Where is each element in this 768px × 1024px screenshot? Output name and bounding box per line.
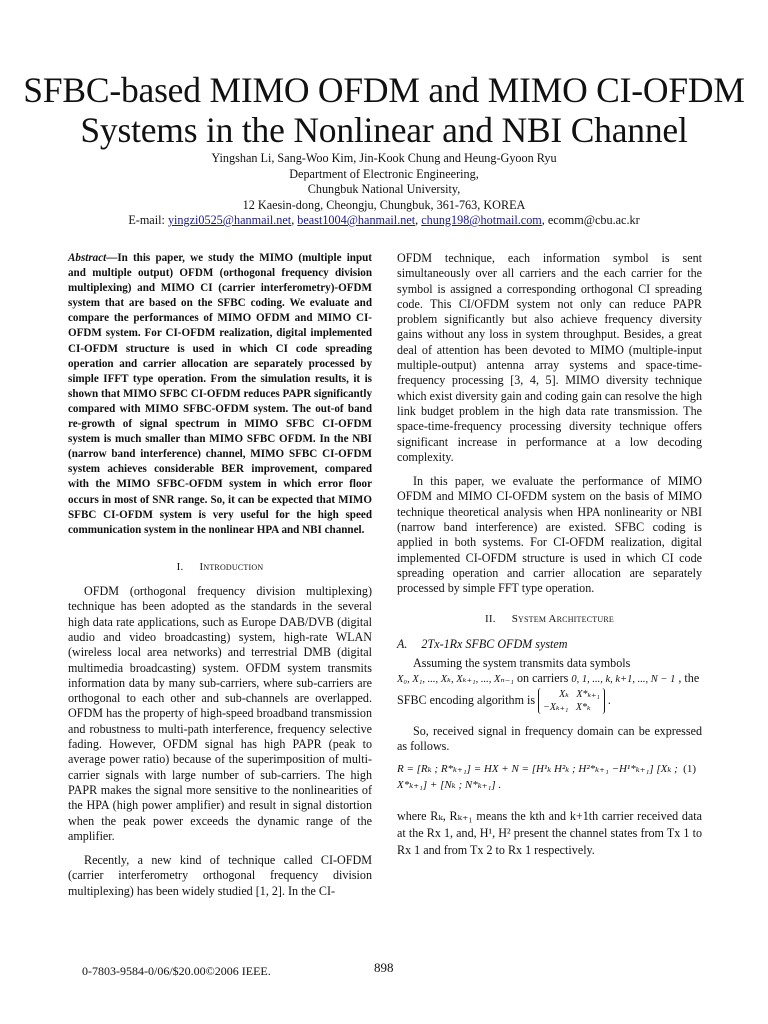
equation-1-body: R = [Rₖ ; R*ₖ₊₁] = HX + N = [H¹ₖ H²ₖ ; H²*ₖ₊₁ −H¹*ₖ₊₁] [Xₖ ; X*ₖ₊₁] + [Nₖ ; N*ₖ₊₁] . xyxy=(397,763,678,791)
symbol-sequence: X₀, X₁, ..., Xₖ, Xₖ₊₁, ..., Xₙ₋₁ xyxy=(397,674,514,686)
subsection-title: 2Tx-1Rx SFBC OFDM system xyxy=(421,636,568,651)
section-title: Introduction xyxy=(199,560,264,573)
intro-paragraph-1: OFDM (orthogonal frequency division multiplexing) technique has been adopted as the standards in the several high data rate applications, such as Europe DAB/DVB (digital audio and video broadcasting) system, high-rate WLAN (wireless local area networks) and terrestrial DMB (digital multimedia broadcasting) system. OFDM system transmits information data by many sub-carriers, where sub-carriers are orthogonal to each other and sub-channels are overlapped. OFDM has the property of high-speed broadband transmission and robustness to multi-path interference, frequency selective fading. However, OFDM signal has high PAPR (peak to average power ratio) because of the superimposition of multi-carrier signals with large number of sub-carriers. The high PAPR makes the signal more sensitive to the nonlinearities of the HPA (high power amplifier) and result in signal distortion when the peak power exceeds the dynamic range of the amplifier. xyxy=(68,584,372,843)
right-paragraph-1: OFDM technique, each information symbol is sent simultaneously over all carriers and the each carrier for the symbol is assigned a corresponding orthogonal CI spreading code. This CI/OFDM system not only can reduce PAPR problem significantly but also achieve frequency diversity gains without any loss in system throughput. Besides, a great deal of attention has been devoted to MIMO (multiple-input multiple-output) antenna array systems and space-time-frequency processing [3, 4, 5]. MIMO diversity technique which exist diversity gain and coding gain can resolve the high link budget problem in the high data rate transmission. The space-time-frequency processing diversity technique offers significant increase in performance at a low decoding complexity. xyxy=(397,251,702,464)
carrier-sequence: 0, 1, ..., k, k+1, ..., N − 1 xyxy=(571,674,676,686)
paper-title xyxy=(0,70,768,150)
section-number: I. xyxy=(176,560,184,573)
left-column xyxy=(68,251,372,899)
author-block xyxy=(0,151,768,229)
email-link-3[interactable]: chung198@hotmail.com xyxy=(421,213,542,227)
title-line-1: SFBC-based MIMO OFDM and MIMO CI-OFDM xyxy=(23,70,745,110)
author-emails: E-mail: yingzi0525@hanmail.net, beast1004@hanmail.net, chung198@hotmail.com, ecomm@cbu.ac.kr xyxy=(128,213,640,227)
author-department: Department of Electronic Engineering, xyxy=(289,166,479,181)
subsection-heading-a xyxy=(397,637,702,652)
system-text-on: on carriers xyxy=(513,671,572,686)
sfbc-encoding-matrix: Xₖ X*ₖ₊₁ −Xₖ₊₁ X*ₖ xyxy=(538,688,605,714)
system-paragraph-2: So, received signal in frequency domain can be expressed as follows. xyxy=(397,723,702,754)
section-heading-system-architecture xyxy=(397,612,702,627)
author-university: Chungbuk National University, xyxy=(307,182,461,196)
email-plain: ecomm@cbu.ac.kr xyxy=(547,213,640,227)
abstract xyxy=(68,251,372,538)
system-text-the: , the xyxy=(675,671,700,686)
system-text-1a: Assuming the system transmits data symbols xyxy=(413,656,631,671)
abstract-text: —In this paper, we study the MIMO (multiple input and multiple output) OFDM (orthogonal frequency division multiplexing) and MIMO CI (carrier interferometry)-OFDM system that are based on the SFBC coding. We evaluate and compare the performances of MIMO OFDM and MIMO CI-OFDM system. For CI-OFDM realization, digital implemented CI-OFDM structure is used in which CI code spreading operation and carrier allocation are separately processed by simple IFFT type operation. From the simulation results, it is shown that MIMO SFBC CI-OFDM reduces PAPR significantly compared with MIMO SFBC-OFDM system. The out-of band re-growth of signal spectrum in MIMO SFBC CI-OFDM system is much smaller than MIMO SFBC OFDM. In the NBI (narrow band interference) channel, MIMO SFBC CI-OFDM system achieves considerable BER improvement, compared with the MIMO SFBC-OFDM system in which error floor occurs in most of SNR range. So, it can be expected that MIMO SFBC CI-OFDM system is very useful for the high speed communication system in the nonlinear HPA and NBI channel. xyxy=(68,252,372,536)
intro-paragraph-2: Recently, a new kind of technique called CI-OFDM (carrier interferometry orthogonal frequency division multiplexing) has been widely studied [1, 2]. In the CI- xyxy=(68,853,372,898)
author-address: 12 Kaesin-dong, Cheongju, Chungbuk, 361-763, KOREA xyxy=(242,197,526,212)
right-paragraph-2: In this paper, we evaluate the performance of MIMO OFDM and MIMO CI-OFDM system on the basis of MIMO technique theoretical analysis when HPA nonlinearity or NBI (narrow band interference) are existed. SFBC coding is applied in both systems. For CI-OFDM realization, digital implemented CI-OFDM structure is used in which CI code spreading operation and carrier allocation are separately processed by simple FFT type operation. xyxy=(397,474,702,596)
author-names: Yingshan Li, Sang-Woo Kim, Jin-Kook Chung and Heung-Gyoon Ryu xyxy=(211,151,557,165)
equation-1 xyxy=(397,758,702,798)
system-text-1c: SFBC encoding algorithm is xyxy=(397,692,536,707)
page-number: 898 xyxy=(374,960,394,975)
abstract-lead: Abstract xyxy=(68,252,107,264)
section-title: System Architecture xyxy=(511,612,614,625)
copyright-notice: 0-7803-9584-0/06/$20.00©2006 IEEE. xyxy=(82,964,271,978)
section-heading-introduction xyxy=(68,560,372,575)
subsection-number: A. xyxy=(397,636,408,651)
email-link-1[interactable]: yingzi0525@hanmail.net xyxy=(167,213,292,227)
system-paragraph-3: where Rₖ, Rₖ₊₁ means the kth and k+1th carrier received data at the Rx 1, and, H¹, H² present the channel states from Tx 1 to Rx 1 and from Tx 2 to Rx 1 respectively. xyxy=(397,809,702,858)
section-number: II. xyxy=(485,612,496,625)
system-paragraph-1: Assuming the system transmits data symbols X₀, X₁, ..., Xₖ, Xₖ₊₁, ..., Xₙ₋₁ on carriers 0, 1, ..., k, k+1, ..., N − 1 , the SFBC encoding algorithm is Xₖ X*ₖ₊₁ −Xₖ₊₁ X*ₖ . xyxy=(397,656,700,713)
email-label: E-mail: xyxy=(128,213,168,227)
email-link-2[interactable]: beast1004@hanmail.net xyxy=(297,213,416,227)
equation-1-number: (1) xyxy=(683,763,696,776)
title-line-2: Systems in the Nonlinear and NBI Channel xyxy=(80,110,688,150)
right-column xyxy=(397,251,702,859)
